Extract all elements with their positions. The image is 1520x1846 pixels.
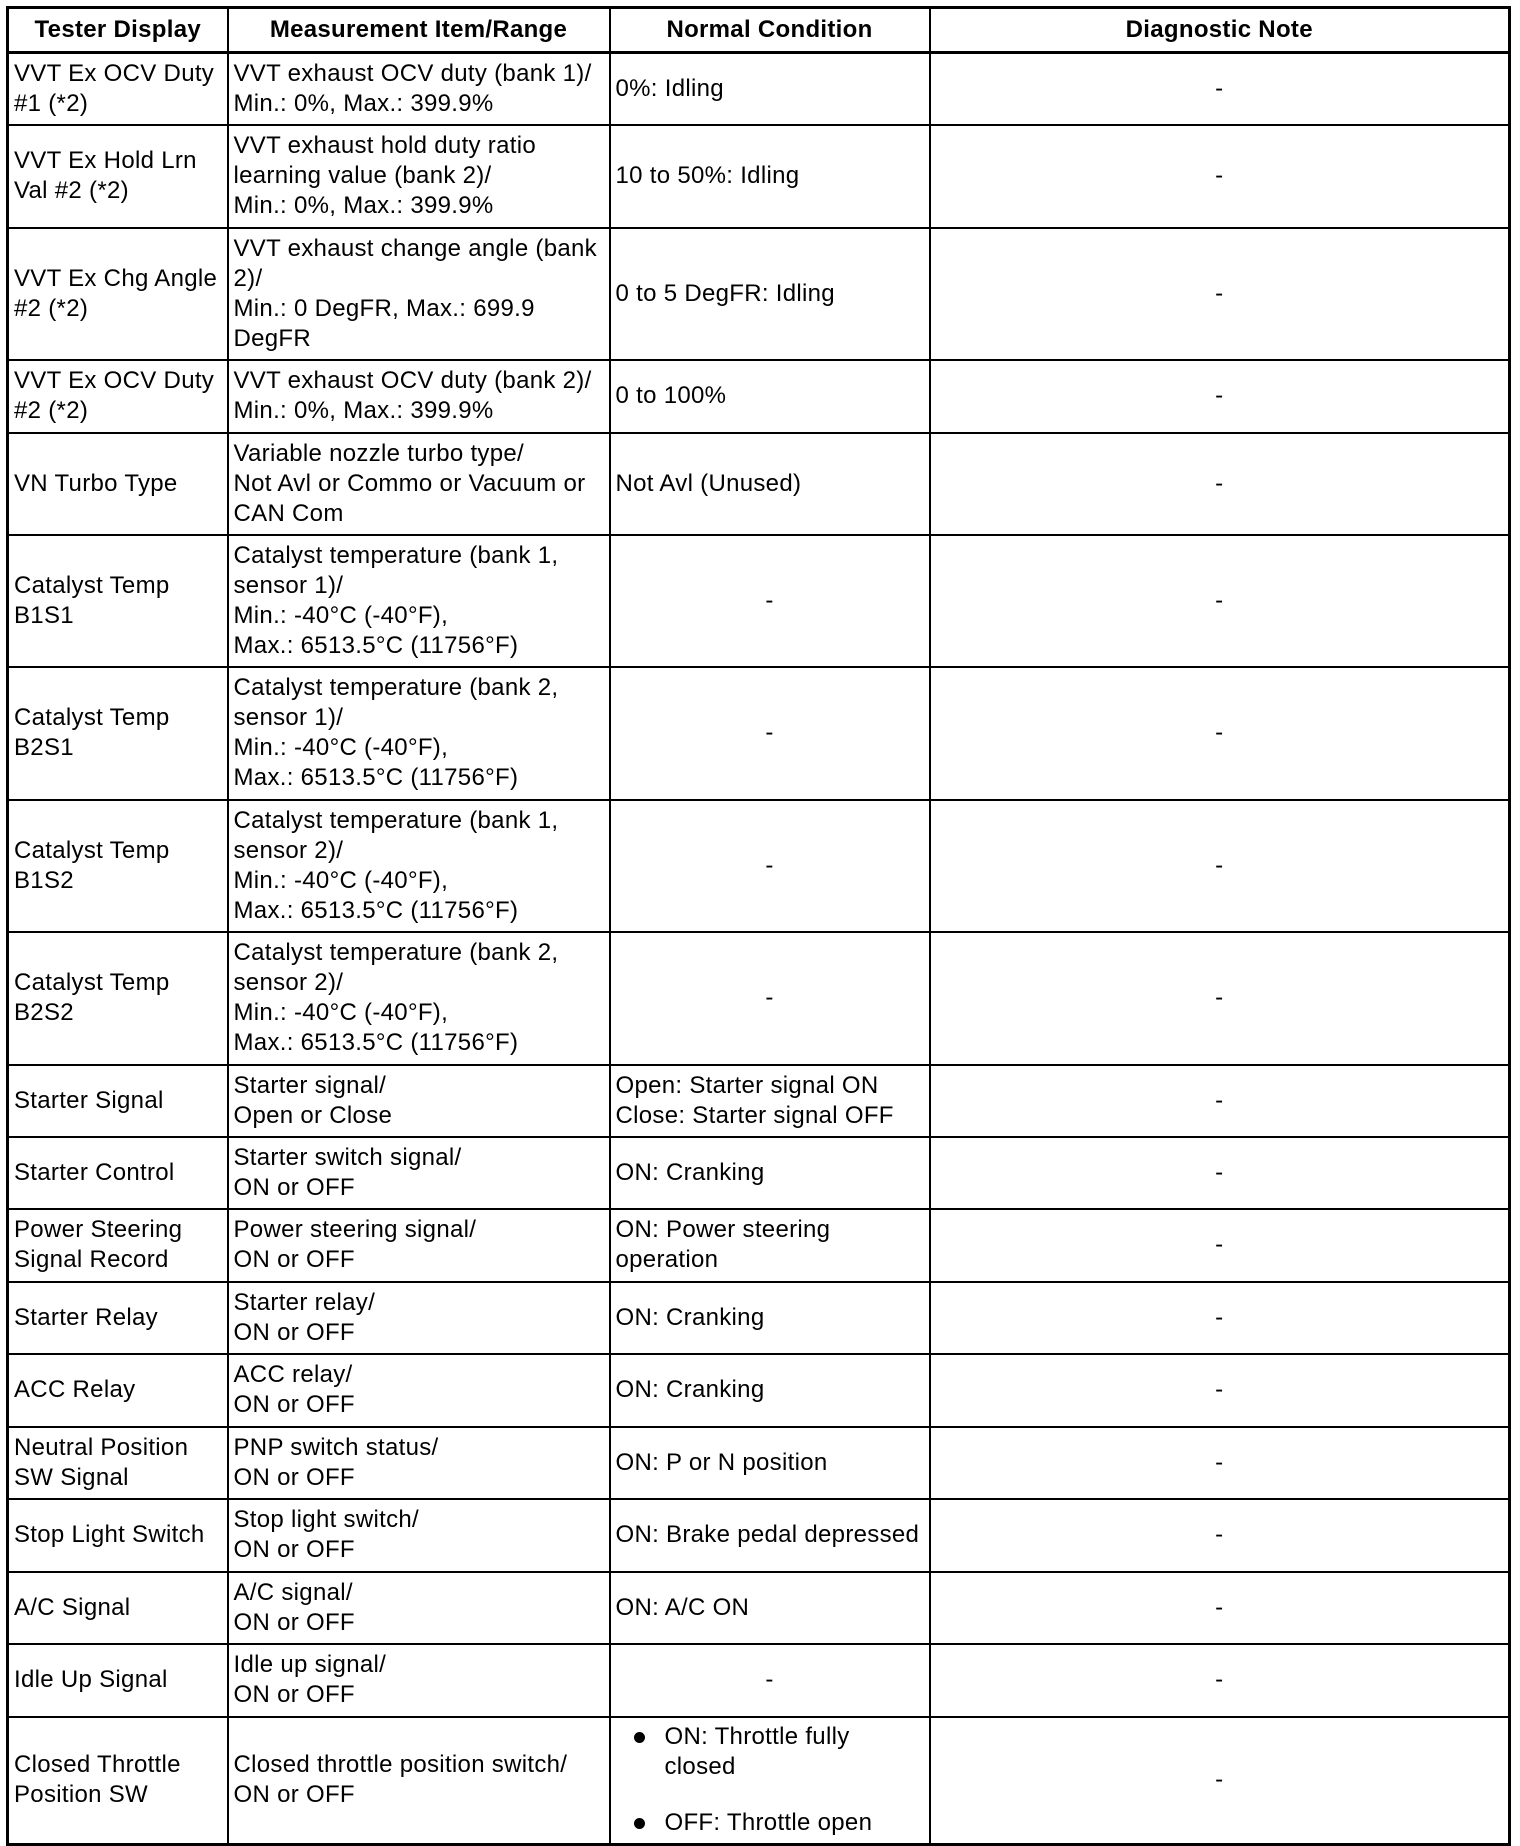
cell-line: Catalyst Temp bbox=[14, 836, 170, 864]
cell-line: Catalyst temperature (bank 1, bbox=[233, 541, 559, 569]
normal-condition-cell bbox=[610, 360, 930, 433]
header-row bbox=[8, 8, 1510, 53]
data-table bbox=[6, 6, 1511, 1846]
cell-line: SW Signal bbox=[14, 1463, 129, 1491]
cell-line: ON or OFF bbox=[233, 1246, 355, 1273]
normal-condition-cell bbox=[610, 53, 930, 125]
cell-line: VVT Ex OCV Duty bbox=[14, 367, 215, 394]
measurement-cell bbox=[228, 800, 610, 932]
normal-condition-cell bbox=[610, 433, 930, 535]
cell-line: - bbox=[765, 719, 774, 746]
tester-display-cell bbox=[8, 53, 228, 125]
table-row bbox=[8, 535, 1510, 667]
table-row bbox=[8, 800, 1510, 932]
table-row bbox=[8, 228, 1510, 360]
cell-line: Min.: 0%, Max.: 399.9% bbox=[233, 397, 494, 424]
cell-line: VN Turbo Type bbox=[14, 469, 178, 497]
measurement-cell bbox=[228, 53, 610, 125]
measurement-cell bbox=[228, 1572, 610, 1644]
tester-display-cell bbox=[8, 535, 228, 667]
cell-line: - bbox=[765, 1666, 774, 1693]
cell-line: Starter Control bbox=[14, 1158, 175, 1186]
diagnostic-note-cell: - bbox=[930, 360, 1510, 433]
table-row bbox=[8, 1499, 1510, 1572]
tester-display-cell bbox=[8, 228, 228, 360]
measurement-cell bbox=[228, 932, 610, 1065]
cell-line: A/C signal/ bbox=[233, 1578, 353, 1606]
diagnostic-note-cell: - bbox=[930, 125, 1510, 228]
tester-display-cell bbox=[8, 1717, 228, 1845]
cell-line: Power steering signal/ bbox=[233, 1216, 477, 1243]
diagnostic-note-cell: - bbox=[930, 1065, 1510, 1137]
cell-line: #1 (*2) bbox=[14, 89, 89, 117]
cell-line: ON: Cranking bbox=[615, 1376, 765, 1403]
normal-condition-cell bbox=[610, 1644, 930, 1717]
tester-display-cell bbox=[8, 1354, 228, 1427]
measurement-cell bbox=[228, 1499, 610, 1572]
table-row bbox=[8, 1137, 1510, 1209]
cell-line: Closed Throttle bbox=[14, 1751, 181, 1779]
cell-line: sensor 2)/ bbox=[233, 969, 344, 996]
cell-line: VVT exhaust OCV duty (bank 1)/ bbox=[233, 59, 592, 87]
tester-display-cell bbox=[8, 360, 228, 433]
cell-line: sensor 1)/ bbox=[233, 571, 344, 599]
tester-display-cell bbox=[8, 1499, 228, 1572]
cell-line: closed bbox=[664, 1753, 736, 1781]
tester-display-cell bbox=[8, 667, 228, 800]
normal-condition-cell bbox=[610, 1065, 930, 1137]
diagnostic-note-cell: - bbox=[930, 1499, 1510, 1572]
cell-line: Max.: 6513.5°C (11756°F) bbox=[233, 764, 519, 791]
measurement-cell bbox=[228, 1282, 610, 1354]
normal-condition-cell bbox=[610, 125, 930, 228]
normal-condition-cell bbox=[610, 1717, 930, 1845]
measurement-cell bbox=[228, 1209, 610, 1282]
cell-line: ON: A/C ON bbox=[615, 1593, 750, 1621]
cell-line: 0 to 5 DegFR: Idling bbox=[615, 279, 835, 307]
cell-line: Val #2 (*2) bbox=[14, 177, 129, 204]
measurement-cell bbox=[228, 1427, 610, 1499]
normal-condition-cell bbox=[610, 1499, 930, 1572]
measurement-cell bbox=[228, 1644, 610, 1717]
diagnostic-note-cell: - bbox=[930, 1427, 1510, 1499]
cell-line: B1S1 bbox=[14, 601, 74, 629]
diagnostic-note-cell: - bbox=[930, 1282, 1510, 1354]
normal-condition-cell bbox=[610, 1354, 930, 1427]
table-row bbox=[8, 667, 1510, 800]
table-row bbox=[8, 1717, 1510, 1845]
diagnostic-note-cell: - bbox=[930, 667, 1510, 800]
cell-line: - bbox=[765, 984, 774, 1011]
measurement-cell bbox=[228, 433, 610, 535]
cell-line: Min.: -40°C (-40°F), bbox=[233, 866, 449, 894]
cell-line: ON: Power steering bbox=[615, 1216, 831, 1243]
normal-condition-cell bbox=[610, 800, 930, 932]
tester-display-cell bbox=[8, 1572, 228, 1644]
cell-line: Idle up signal/ bbox=[233, 1651, 387, 1678]
cell-line: learning value (bank 2)/ bbox=[233, 162, 492, 189]
cell-line: VVT Ex OCV Duty bbox=[14, 59, 215, 87]
cell-line: Min.: -40°C (-40°F), bbox=[233, 601, 449, 629]
cell-line: ON: Brake pedal depressed bbox=[615, 1521, 920, 1548]
measurement-cell bbox=[228, 1137, 610, 1209]
normal-condition-cell bbox=[610, 1427, 930, 1499]
cell-line: Idle Up Signal bbox=[14, 1666, 168, 1693]
tester-display-cell bbox=[8, 932, 228, 1065]
cell-line: Signal Record bbox=[14, 1246, 169, 1273]
cell-line: Power Steering bbox=[14, 1216, 183, 1243]
tester-display-cell bbox=[8, 1065, 228, 1137]
diagnostic-note-cell: - bbox=[930, 932, 1510, 1065]
table-row bbox=[8, 1644, 1510, 1717]
measurement-cell bbox=[228, 1065, 610, 1137]
diagnostic-note-cell: - bbox=[930, 800, 1510, 932]
table-row bbox=[8, 1572, 1510, 1644]
table-row bbox=[8, 1354, 1510, 1427]
bullet-icon bbox=[634, 1732, 645, 1743]
measurement-cell bbox=[228, 667, 610, 800]
cell-line: Catalyst Temp bbox=[14, 704, 170, 731]
cell-line: Min.: 0%, Max.: 399.9% bbox=[233, 89, 494, 117]
cell-line: Max.: 6513.5°C (11756°F) bbox=[233, 896, 519, 924]
cell-line: Variable nozzle turbo type/ bbox=[233, 439, 524, 467]
tester-display-cell bbox=[8, 1644, 228, 1717]
tester-display-cell bbox=[8, 800, 228, 932]
cell-line: DegFR bbox=[233, 324, 312, 352]
cell-line: OFF: Throttle open bbox=[664, 1809, 873, 1837]
cell-line: 10 to 50%: Idling bbox=[615, 162, 800, 189]
normal-condition-cell bbox=[610, 932, 930, 1065]
normal-condition-cell bbox=[610, 667, 930, 800]
cell-line: VVT exhaust OCV duty (bank 2)/ bbox=[233, 367, 592, 394]
cell-line: ACC Relay bbox=[14, 1376, 136, 1403]
cell-line: PNP switch status/ bbox=[233, 1433, 439, 1461]
cell-line: Min.: -40°C (-40°F), bbox=[233, 999, 449, 1026]
cell-line: Catalyst Temp bbox=[14, 969, 170, 996]
table-row bbox=[8, 125, 1510, 228]
table-row bbox=[8, 53, 1510, 125]
table-row bbox=[8, 433, 1510, 535]
diagnostic-note-cell: - bbox=[930, 1572, 1510, 1644]
cell-line: Min.: -40°C (-40°F), bbox=[233, 734, 449, 761]
cell-line: 0%: Idling bbox=[615, 74, 724, 102]
normal-condition-cell bbox=[610, 228, 930, 360]
diagnostic-note-cell: - bbox=[930, 433, 1510, 535]
cell-line: #2 (*2) bbox=[14, 397, 89, 424]
cell-line: sensor 1)/ bbox=[233, 704, 344, 731]
diagnostic-note-cell: - bbox=[930, 1717, 1510, 1845]
cell-line: Neutral Position bbox=[14, 1433, 189, 1461]
cell-line: Catalyst Temp bbox=[14, 571, 170, 599]
header-diagnostic-note: Diagnostic Note bbox=[930, 8, 1510, 53]
header-normal-condition: Normal Condition bbox=[610, 8, 930, 53]
header-measurement: Measurement Item/Range bbox=[228, 8, 610, 53]
cell-line: ON or OFF bbox=[233, 1681, 355, 1708]
cell-line: Catalyst temperature (bank 1, bbox=[233, 806, 559, 834]
cell-line: ON or OFF bbox=[233, 1463, 355, 1491]
cell-line: Stop light switch/ bbox=[233, 1506, 419, 1533]
cell-line: CAN Com bbox=[233, 499, 344, 527]
bullet-item bbox=[616, 1808, 924, 1838]
bullet-item bbox=[616, 1722, 924, 1782]
cell-line: Position SW bbox=[14, 1781, 149, 1809]
cell-line: ON: Cranking bbox=[615, 1303, 765, 1331]
table-row bbox=[8, 1209, 1510, 1282]
cell-line: Starter Relay bbox=[14, 1303, 158, 1331]
diagnostic-note-cell: - bbox=[930, 53, 1510, 125]
tester-display-cell bbox=[8, 1137, 228, 1209]
cell-line: VVT Ex Hold Lrn bbox=[14, 147, 197, 174]
cell-line: B2S2 bbox=[14, 999, 74, 1026]
table-row bbox=[8, 932, 1510, 1065]
bullet-icon bbox=[634, 1818, 645, 1829]
cell-line: #2 (*2) bbox=[14, 294, 89, 322]
cell-line: Starter relay/ bbox=[233, 1288, 376, 1316]
cell-line: operation bbox=[615, 1246, 719, 1273]
cell-line: Starter signal/ bbox=[233, 1071, 387, 1099]
diagnostic-note-cell: - bbox=[930, 1354, 1510, 1427]
measurement-cell bbox=[228, 1717, 610, 1845]
table-row bbox=[8, 1282, 1510, 1354]
cell-line: VVT Ex Chg Angle bbox=[14, 264, 218, 292]
tester-display-cell bbox=[8, 1209, 228, 1282]
cell-line: Starter switch signal/ bbox=[233, 1143, 462, 1171]
cell-line: ON: P or N position bbox=[615, 1448, 828, 1476]
cell-line: Starter Signal bbox=[14, 1086, 164, 1114]
cell-line: Open: Starter signal ON bbox=[615, 1071, 879, 1099]
cell-line: 2)/ bbox=[233, 264, 263, 292]
tester-display-cell bbox=[8, 125, 228, 228]
cell-line: Stop Light Switch bbox=[14, 1521, 205, 1548]
cell-line: Not Avl (Unused) bbox=[615, 469, 802, 497]
header-tester-display: Tester Display bbox=[8, 8, 228, 53]
cell-line: Max.: 6513.5°C (11756°F) bbox=[233, 631, 519, 659]
normal-condition-cell bbox=[610, 1282, 930, 1354]
cell-line: VVT exhaust change angle (bank bbox=[233, 234, 597, 262]
normal-condition-cell bbox=[610, 1137, 930, 1209]
cell-line: Open or Close bbox=[233, 1101, 393, 1129]
cell-line: VVT exhaust hold duty ratio bbox=[233, 132, 536, 159]
diagnostic-note-cell: - bbox=[930, 1137, 1510, 1209]
cell-line: B1S2 bbox=[14, 866, 74, 894]
cell-line: Catalyst temperature (bank 2, bbox=[233, 674, 559, 701]
cell-line: - bbox=[765, 586, 774, 614]
cell-line: ON or OFF bbox=[233, 1173, 355, 1201]
cell-line: Closed throttle position switch/ bbox=[233, 1751, 568, 1779]
table-row bbox=[8, 360, 1510, 433]
cell-line: ACC relay/ bbox=[233, 1361, 353, 1388]
cell-line: sensor 2)/ bbox=[233, 836, 344, 864]
cell-line: A/C Signal bbox=[14, 1593, 131, 1621]
diagnostic-note-cell: - bbox=[930, 1209, 1510, 1282]
cell-line: Catalyst temperature (bank 2, bbox=[233, 939, 559, 966]
measurement-cell bbox=[228, 125, 610, 228]
cell-line: - bbox=[765, 851, 774, 879]
normal-condition-cell bbox=[610, 535, 930, 667]
diagnostic-note-cell: - bbox=[930, 1644, 1510, 1717]
normal-condition-cell bbox=[610, 1572, 930, 1644]
cell-line: ON: Throttle fully bbox=[664, 1723, 850, 1751]
cell-line: Min.: 0 DegFR, Max.: 699.9 bbox=[233, 294, 535, 322]
diagnostic-note-cell: - bbox=[930, 535, 1510, 667]
tester-display-cell bbox=[8, 433, 228, 535]
cell-line: Min.: 0%, Max.: 399.9% bbox=[233, 192, 494, 219]
cell-line: ON or OFF bbox=[233, 1781, 355, 1809]
cell-line: ON or OFF bbox=[233, 1391, 355, 1418]
diagnostic-note-cell: - bbox=[930, 228, 1510, 360]
cell-line: ON or OFF bbox=[233, 1608, 355, 1636]
measurement-cell bbox=[228, 228, 610, 360]
tester-display-cell bbox=[8, 1427, 228, 1499]
measurement-cell bbox=[228, 535, 610, 667]
cell-line: 0 to 100% bbox=[615, 382, 727, 409]
table-row bbox=[8, 1065, 1510, 1137]
cell-line: Max.: 6513.5°C (11756°F) bbox=[233, 1029, 519, 1056]
cell-line: Close: Starter signal OFF bbox=[615, 1101, 894, 1129]
cell-line: ON: Cranking bbox=[615, 1158, 765, 1186]
measurement-cell bbox=[228, 360, 610, 433]
tester-display-cell bbox=[8, 1282, 228, 1354]
measurement-cell bbox=[228, 1354, 610, 1427]
cell-line: ON or OFF bbox=[233, 1318, 355, 1346]
table-row bbox=[8, 1427, 1510, 1499]
cell-line: B2S1 bbox=[14, 734, 74, 761]
cell-line: Not Avl or Commo or Vacuum or bbox=[233, 469, 586, 497]
normal-condition-cell bbox=[610, 1209, 930, 1282]
cell-line: ON or OFF bbox=[233, 1536, 355, 1563]
